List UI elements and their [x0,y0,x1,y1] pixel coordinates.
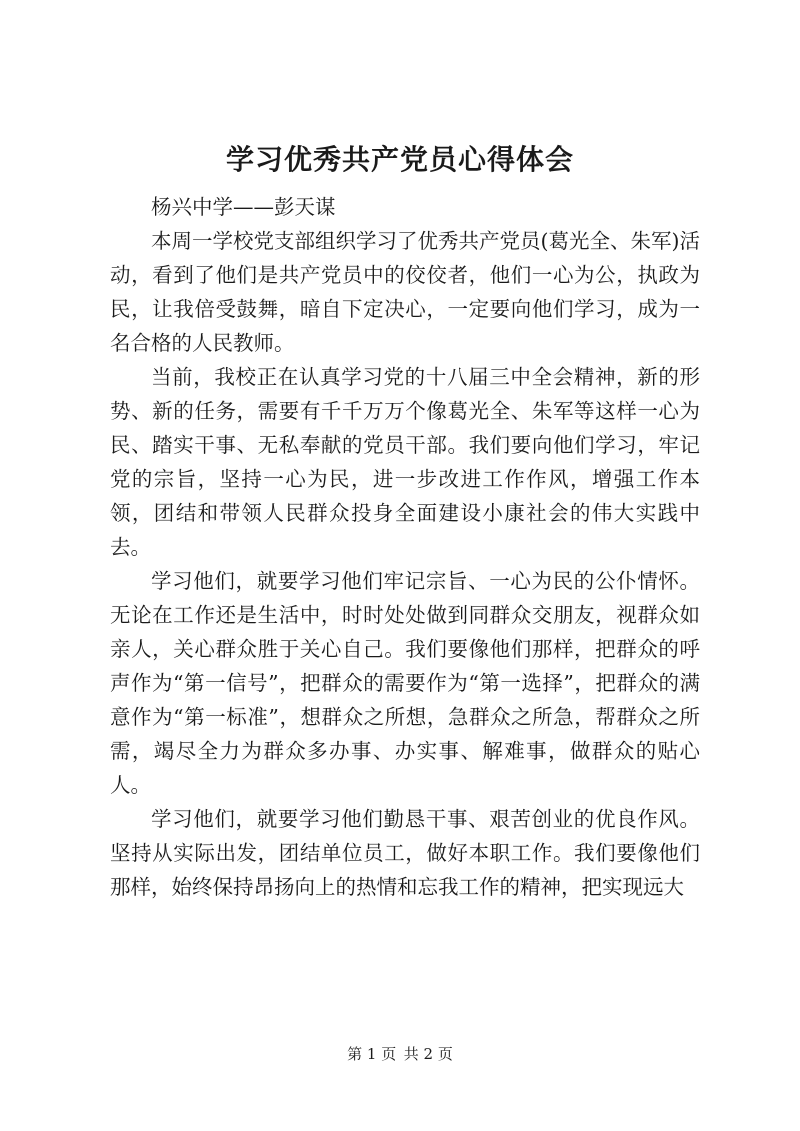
paragraph: 当前，我校正在认真学习党的十八届三中全会精神，新的形势、新的任务，需要有千千万万个像葛光全、朱军等这样一心为民、踏实干事、无私奉献的党员干部。我们要向他们学习，牢记党的宗旨，坚持一心为民，进一步改进工作作风，增强工作本领，团结和带领人民群众投身全面建设小康社会的伟大实践中去。 [110,365,700,559]
paragraph: 学习他们，就要学习他们牢记宗旨、一心为民的公仆情怀。无论在工作还是生活中，时时处处做到同群众交朋友，视群众如亲人，关心群众胜于关心自己。我们要像他们那样，把群众的呼声作为“第一信号”，把群众的需要作为“第一选择”，把群众的满意作为“第一标准”，想群众之所想，急群众之所急，帮群众之所需，竭尽全力为群众多办事、办实事、解难事，做群众的贴心人。 [110,569,700,797]
page-total: 共 2 页 [403,1045,453,1063]
author-line: 杨兴中学——彭天谋 [151,195,336,219]
page-footer [0,1044,800,1064]
document-title: 学习优秀共产党员心得体会 [225,143,574,176]
paragraph: 学习他们，就要学习他们勤恳干事、艰苦创业的优良作风。坚持从实际出发，团结单位员工，做好本职工作。我们要像他们那样，始终保持昂扬向上的热情和忘我工作的精神，把实现远大 [110,807,700,899]
document-body [110,190,700,904]
page-number: 第 1 页 [347,1045,397,1063]
paragraph: 本周一学校党支部组织学习了优秀共产党员(葛光全、朱军)活动，看到了他们是共产党员中的佼佼者，他们一心为公，执政为民，让我倍受鼓舞，暗自下定决心，一定要向他们学习，成为一名合格的人民教师。 [110,229,700,355]
